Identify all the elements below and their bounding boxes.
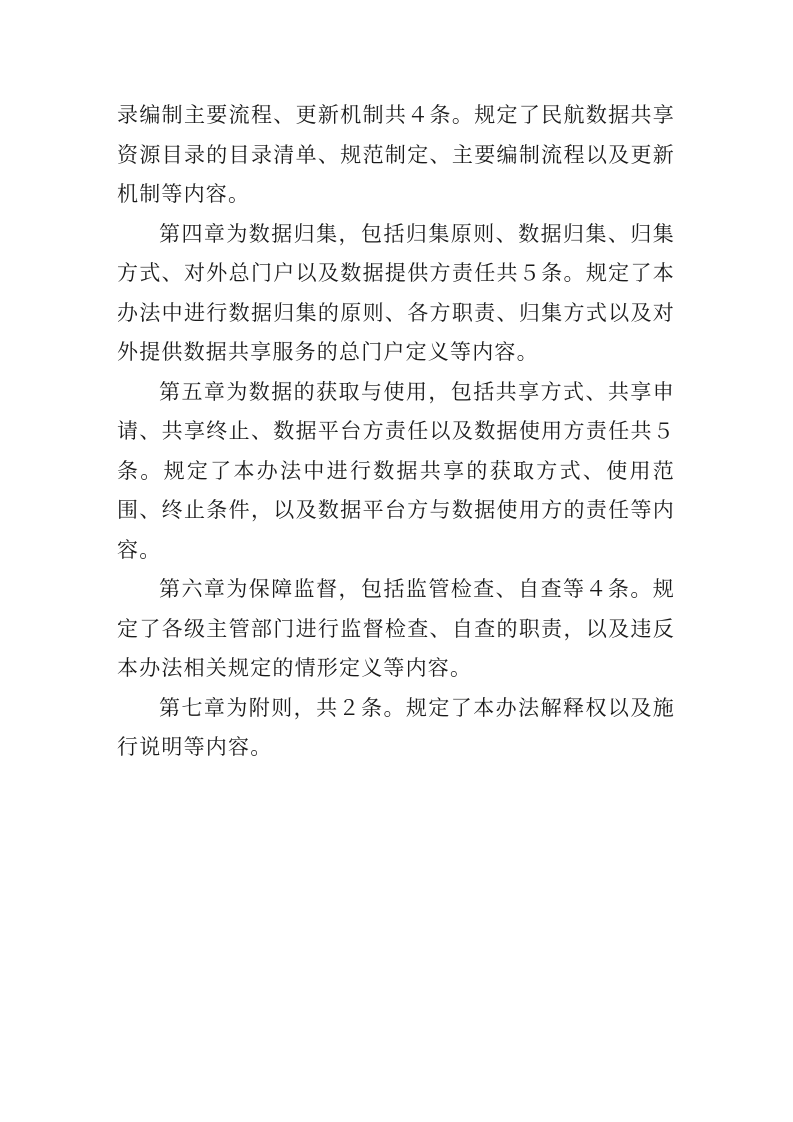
paragraph-continued: 录编制主要流程、更新机制共４条。规定了民航数据共享资源目录的目录清单、规范制定、主要编制流程以及更新机制等内容。	[117, 103, 675, 206]
paragraph-chapter-4: 第四章为数据归集，包括归集原则、数据归集、归集方式、对外总门户以及数据提供方责任共５条。规定了本办法中进行数据归集的原则、各方职责、归集方式以及对外提供数据共享服务的总门户定义等内容。	[117, 221, 675, 364]
paragraph-chapter-7: 第七章为附则，共２条。规定了本办法解释权以及施行说明等内容。	[117, 695, 675, 759]
paragraph-chapter-6: 第六章为保障监督，包括监管检查、自查等４条。规定了各级主管部门进行监督检查、自查的职责，以及违反本办法相关规定的情形定义等内容。	[117, 577, 675, 680]
document-body	[117, 96, 675, 768]
paragraph-chapter-5: 第五章为数据的获取与使用，包括共享方式、共享申请、共享终止、数据平台方责任以及数据使用方责任共５条。规定了本办法中进行数据共享的获取方式、使用范围、终止条件，以及数据平台方与数据使用方的责任等内容。	[117, 379, 675, 562]
